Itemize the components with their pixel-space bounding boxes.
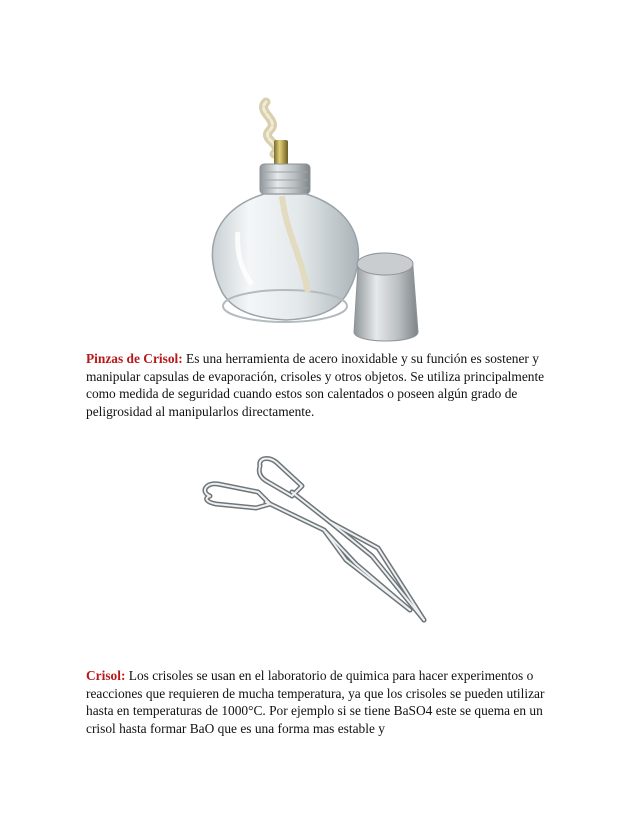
- paragraph-pinzas-de-crisol: [86, 350, 554, 420]
- alcohol-lamp-image: [208, 92, 448, 342]
- paragraph-pinzas-text: Es una herramienta de acero inoxidable y su función es sostener y manipular capsulas de evaporación, crisoles y otros objetos. Se utiliza principalmente como medida de seguridad cuando estos son calentados o poseen algún grado de peligrosidad al manipularlos directamente.: [86, 351, 545, 419]
- paragraph-crisol: [86, 667, 554, 737]
- term-pinzas-de-crisol: Pinzas de Crisol:: [86, 351, 183, 366]
- crucible-tongs-image: [196, 452, 446, 642]
- paragraph-crisol-text: Los crisoles se usan en el laboratorio de quimica para hacer experimentos o reacciones que requieren de mucha temperatura, ya que los crisoles se pueden utilizar hasta en temperaturas de 1000°C. Por ejemplo si se tiene BaSO4 este se quema en un crisol hasta formar BaO que es una forma mas estable y: [86, 668, 545, 736]
- term-crisol: Crisol:: [86, 668, 126, 683]
